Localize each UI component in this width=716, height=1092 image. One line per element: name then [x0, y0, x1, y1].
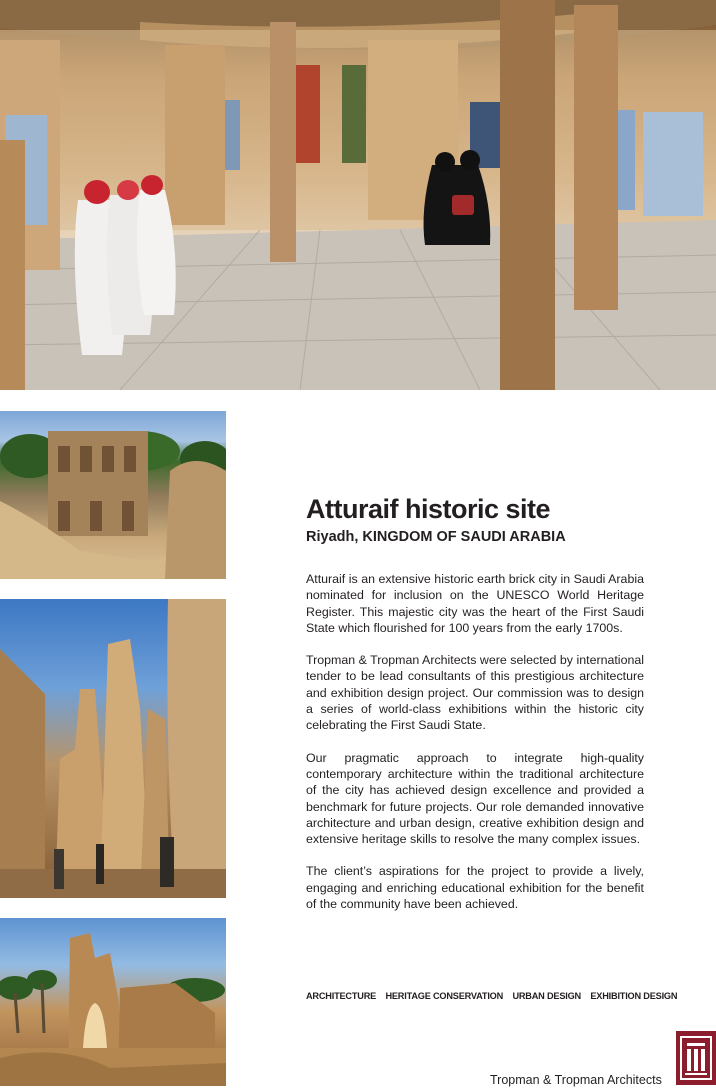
page-title: Atturaif historic site	[306, 494, 551, 524]
tag-exhibition-design: EXHIBITION DESIGN	[590, 991, 678, 1001]
tag-heritage-conservation: HERITAGE CONSERVATION	[385, 991, 504, 1001]
ruin-courtyard-photo	[0, 411, 226, 579]
tag-urban-design: URBAN DESIGN	[512, 991, 581, 1001]
project-description	[306, 571, 644, 928]
paragraph-2: Tropman & Tropman Architects were selected by international tender to be lead consultants of this prestigious architecture and exhibition design project. Our commission was to design a series of world-class exhibitions within the historic city celebrating the First Saudi State.	[306, 653, 644, 733]
discipline-tags	[306, 991, 678, 1001]
ruin-arch-palms-photo	[0, 918, 226, 1086]
paragraph-1: Atturaif is an extensive historic earth brick city in Saudi Arabia nominated for inclusion on the UNESCO World Heritage Register. This majestic city was the heart of the First Saudi State which flourished for 100 years from the early 1700s.	[306, 572, 644, 635]
mudbrick-towers-photo	[0, 599, 226, 898]
footer-firm-name: Tropman & Tropman Architects	[490, 1073, 662, 1087]
tag-architecture: ARCHITECTURE	[306, 991, 377, 1001]
location-subtitle: Riyadh, KINGDOM OF SAUDI ARABIA	[306, 529, 566, 545]
hero-exhibition-image	[0, 0, 716, 390]
paragraph-3: Our pragmatic approach to integrate high-quality contemporary architecture within the traditional architecture of the city has achieved design excellence and provided a benchmark for future projects. Our role demanded innovative architecture and urban design, creative exhibition design and extensive heritage skills to resolve the many complex issues.	[306, 750, 644, 847]
paragraph-4: The client’s aspirations for the project to provide a lively, engaging and enriching educational exhibition for the benefit of the community have been achieved.	[306, 864, 644, 912]
firm-logo-icon	[676, 1031, 716, 1085]
